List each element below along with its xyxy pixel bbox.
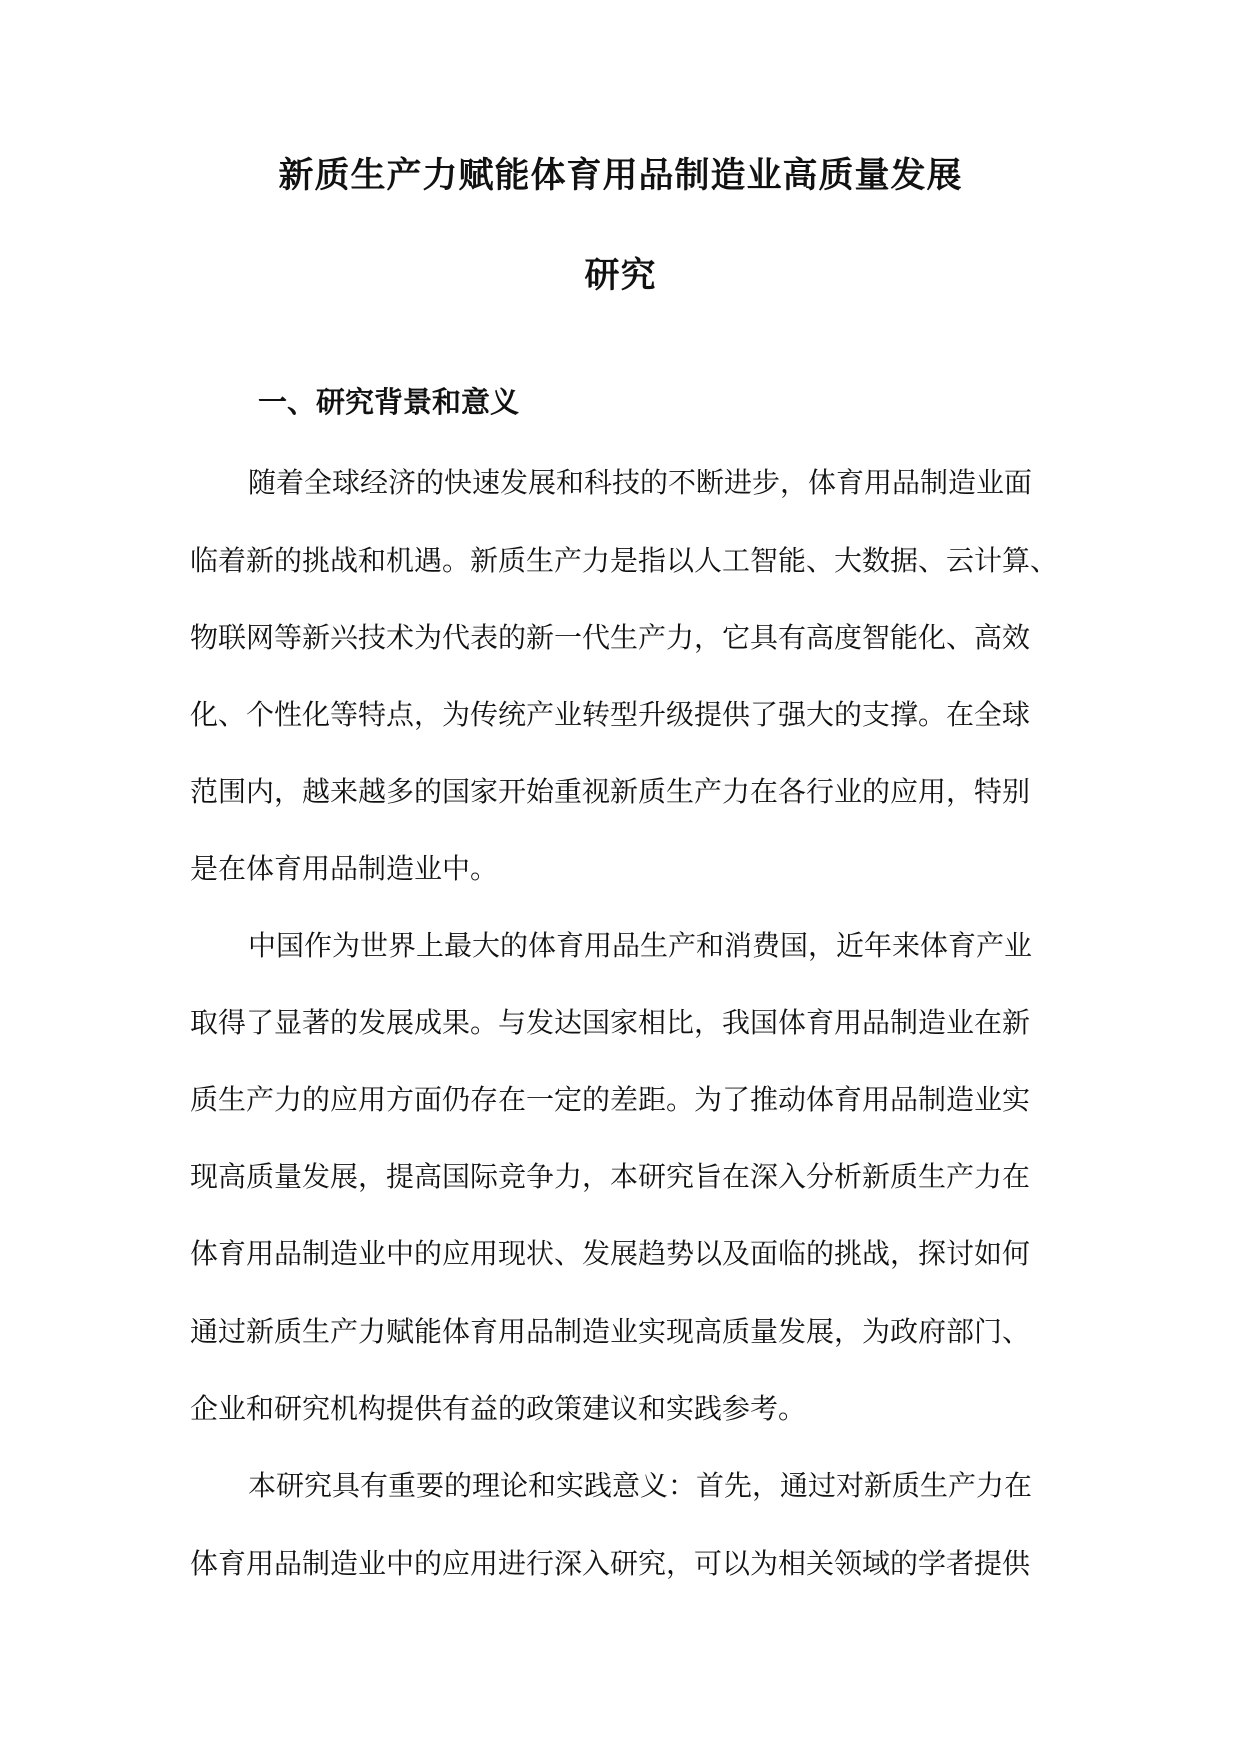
paragraph-line: 范围内，越来越多的国家开始重视新质生产力在各行业的应用，特别 bbox=[190, 775, 1031, 808]
paragraph-line: 化、个性化等特点，为传统产业转型升级提供了强大的支撑。在全球 bbox=[190, 698, 1031, 731]
paragraph-line: 现高质量发展，提高国际竞争力，本研究旨在深入分析新质生产力在 bbox=[190, 1160, 1031, 1193]
paragraph-line: 是在体育用品制造业中。 bbox=[190, 852, 499, 885]
paragraph-line: 企业和研究机构提供有益的政策建议和实践参考。 bbox=[190, 1392, 807, 1425]
document-title-line-1: 新质生产力赋能体育用品制造业高质量发展 bbox=[278, 155, 963, 196]
paragraph-line: 取得了显著的发展成果。与发达国家相比，我国体育用品制造业在新 bbox=[190, 1006, 1031, 1039]
paragraph-line: 通过新质生产力赋能体育用品制造业实现高质量发展，为政府部门、 bbox=[190, 1315, 1031, 1348]
paragraph-line: 质生产力的应用方面仍存在一定的差距。为了推动体育用品制造业实 bbox=[190, 1083, 1031, 1116]
document-title-line-2: 研究 bbox=[584, 255, 657, 296]
paragraph-line: 临着新的挑战和机遇。新质生产力是指以人工智能、大数据、云计算、 bbox=[190, 544, 1059, 577]
paragraph-line: 体育用品制造业中的应用现状、发展趋势以及面临的挑战，探讨如何 bbox=[190, 1237, 1031, 1270]
section-heading: 一、研究背景和意义 bbox=[258, 385, 520, 419]
paragraph-line: 本研究具有重要的理论和实践意义：首先，通过对新质生产力在 bbox=[248, 1469, 1033, 1502]
paragraph-line: 中国作为世界上最大的体育用品生产和消费国，近年来体育产业 bbox=[248, 929, 1033, 962]
paragraph-line: 随着全球经济的快速发展和科技的不断进步，体育用品制造业面 bbox=[248, 466, 1033, 499]
paragraph-line: 体育用品制造业中的应用进行深入研究，可以为相关领域的学者提供 bbox=[190, 1547, 1031, 1580]
paragraph-line: 物联网等新兴技术为代表的新一代生产力，它具有高度智能化、高效 bbox=[190, 621, 1031, 654]
